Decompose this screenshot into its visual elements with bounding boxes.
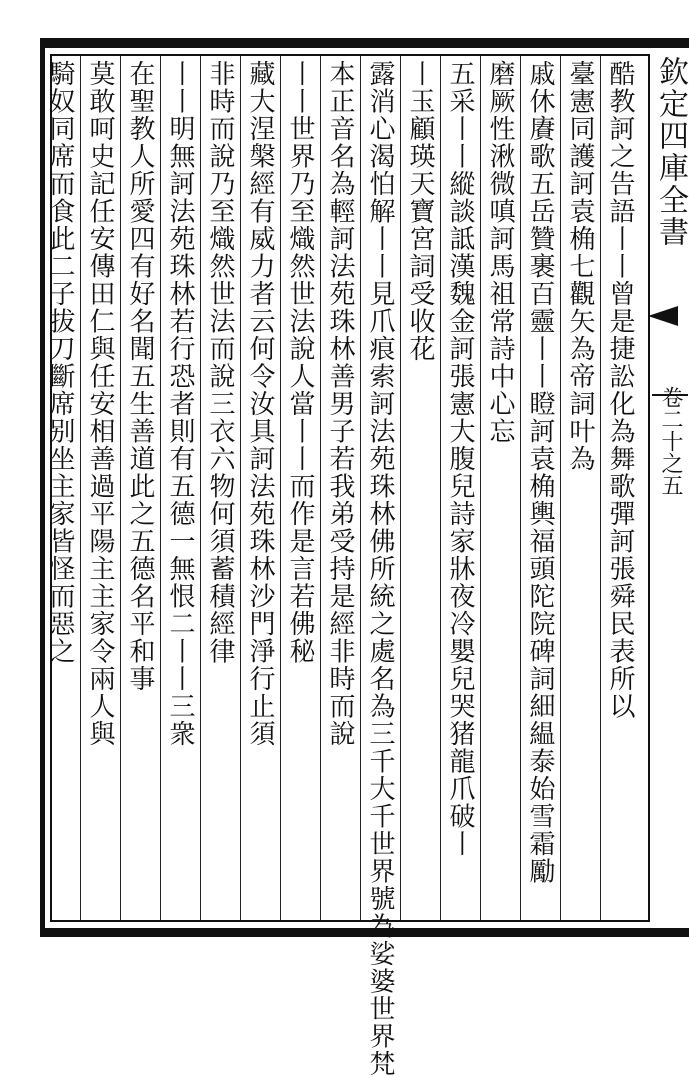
column-rule: [120, 56, 121, 920]
column-text: 在聖教人所愛四有好名聞五生善道此之五德名平和事: [125, 60, 155, 693]
column-rule: [480, 56, 481, 920]
column-text: 騎奴同席而食此二子拔刀斷席别坐主家皆怪而惡之: [45, 60, 75, 665]
column-text: 丨丨明無訶法苑珠林若行恐者則有五德一無恨二丨丨三衆: [165, 60, 195, 748]
text-column-8: [320, 60, 360, 918]
text-column-15: [40, 60, 80, 918]
column-text: 五采丨丨縱談詆漢魏金訶張憲大腹兒詩家牀夜冷嬰兒哭猪龍爪破丨: [445, 60, 475, 858]
text-column-5: [440, 60, 480, 918]
text-column-1: [600, 60, 640, 918]
column-rule: [520, 56, 521, 920]
text-column-12: [160, 60, 200, 918]
column-rule: [400, 56, 401, 920]
text-column-6: [400, 60, 440, 918]
column-rule: [360, 56, 361, 920]
volume-label: 卷二十之五: [658, 386, 683, 496]
text-column-14: [80, 60, 120, 918]
inner-border-right: [648, 54, 650, 922]
inner-border-bottom: [50, 920, 650, 922]
column-text: 戚休賡歌五岳贊裹百靈丨丨瞪訶袁桷輿福頭陀院碑詞細緼泰始雪霜勵: [525, 60, 555, 885]
text-column-11: [200, 60, 240, 918]
column-rule: [280, 56, 281, 920]
column-text: 莫敢呵史記任安傳田仁與任安相善過平陽主主家令兩人與: [85, 60, 115, 748]
column-rule: [560, 56, 561, 920]
column-rule: [200, 56, 201, 920]
text-column-4: [480, 60, 520, 918]
text-column-10: [240, 60, 280, 918]
column-text: 露消心渴怕解丨丨見爪痕索訶法苑珠林佛所統之處名為三千大千世界號為娑婆世界梵: [365, 60, 395, 1078]
column-text: 藏大涅槃經有威力者云何令汝具訶法苑珠林沙門淨行止須: [245, 60, 275, 748]
column-text: 磨厥性湫微嗔訶馬祖常詩中心忘: [485, 60, 515, 445]
column-rule: [240, 56, 241, 920]
text-column-3: [520, 60, 560, 918]
column-text: 臺憲同護訶袁桷七觀矢為帝詞叶為: [565, 60, 595, 473]
margin-column: [651, 56, 689, 920]
column-text: 非時而說乃至熾然世法而說三衣六物何須蓄積經律: [205, 60, 235, 665]
text-column-13: [120, 60, 160, 918]
text-column-7: [360, 60, 400, 1078]
text-column-9: [280, 60, 320, 918]
column-rule: [440, 56, 441, 920]
column-text: 酷教訶之告語丨丨曾是捷訟化為舞歌彈訶張舜民表所以: [605, 60, 635, 720]
text-column-2: [560, 60, 600, 918]
column-rule: [160, 56, 161, 920]
book-title: 欽定四庫全書: [653, 56, 688, 248]
column-rule: [600, 56, 601, 920]
column-rule: [320, 56, 321, 920]
column-text: 丨玉顧瑛天寶宮詞受收花: [405, 60, 435, 363]
column-text: 丨丨世界乃至熾然世法說人當丨丨而作是言若佛秘: [285, 60, 315, 665]
column-rule: [80, 56, 81, 920]
outer-border-top: [40, 38, 689, 48]
column-text: 本正音名為輕訶法苑珠林善男子若我弟受持是經非時而說: [325, 60, 355, 748]
